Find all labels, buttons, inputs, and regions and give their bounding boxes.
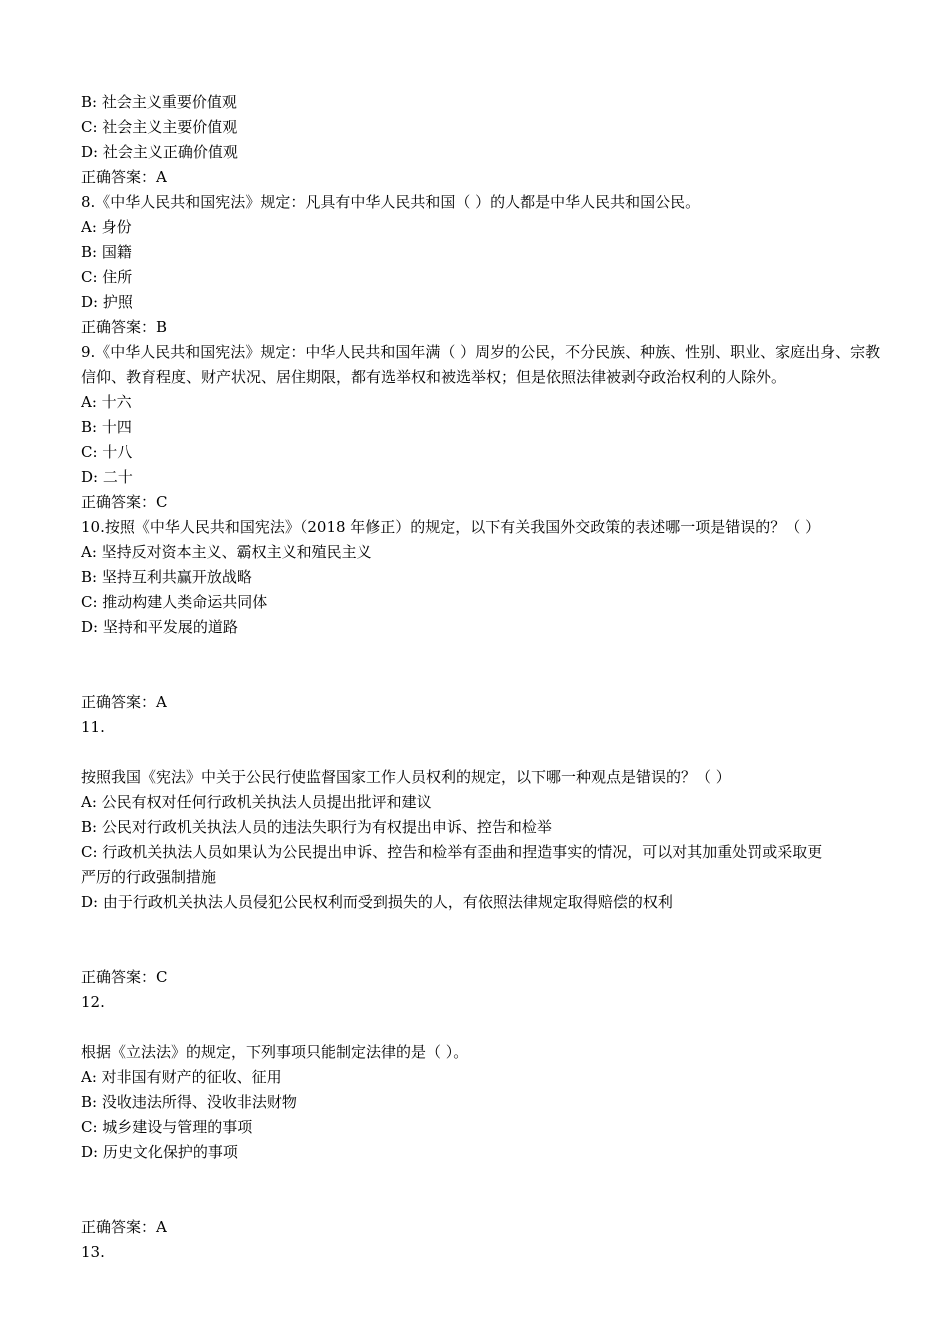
option-a: A: 对非国有财产的征收、征用 bbox=[81, 1068, 282, 1086]
answer-line: 正确答案：A bbox=[81, 1218, 167, 1236]
option-b: B: 十四 bbox=[81, 418, 132, 436]
option-c-line1: C: 行政机关执法人员如果认为公民提出申诉、控告和检举有歪曲和捏造事实的情况，可以对其加重处罚或采取更 bbox=[81, 843, 823, 861]
option-d: D: 护照 bbox=[81, 293, 133, 311]
question-9-line2: 信仰、教育程度、财产状况、居住期限，都有选举权和被选举权；但是依照法律被剥夺政治权利的人除外。 bbox=[81, 368, 787, 386]
option-b: B: 公民对行政机关执法人员的违法失职行为有权提出申诉、控告和检举 bbox=[81, 818, 552, 836]
question-number: 11. bbox=[81, 718, 105, 736]
answer-line: 正确答案：A bbox=[81, 693, 167, 711]
question-number: 13. bbox=[81, 1243, 105, 1261]
option-b: B: 国籍 bbox=[81, 243, 132, 261]
spacer bbox=[81, 1015, 911, 1040]
option-c: C: 城乡建设与管理的事项 bbox=[81, 1118, 253, 1136]
spacer bbox=[81, 640, 911, 690]
option-d: D: 二十 bbox=[81, 468, 133, 486]
question-number: 12. bbox=[81, 993, 105, 1011]
option-c: C: 推动构建人类命运共同体 bbox=[81, 593, 268, 611]
option-a: A: 身份 bbox=[81, 218, 132, 236]
option-a: A: 公民有权对任何行政机关执法人员提出批评和建议 bbox=[81, 793, 432, 811]
option-b: B: 社会主义重要价值观 bbox=[81, 93, 237, 111]
option-a: A: 坚持反对资本主义、霸权主义和殖民主义 bbox=[81, 543, 372, 561]
option-c: C: 十八 bbox=[81, 443, 133, 461]
option-d: D: 社会主义正确价值观 bbox=[81, 143, 238, 161]
question-12: 根据《立法法》的规定，下列事项只能制定法律的是（ ）。 bbox=[81, 1043, 469, 1061]
question-11: 按照我国《宪法》中关于公民行使监督国家工作人员权利的规定，以下哪一种观点是错误的？（ ） bbox=[81, 768, 731, 786]
question-9-line1: 9.《中华人民共和国宪法》规定：中华人民共和国年满（ ）周岁的公民，不分民族、种族、性别、职业、家庭出身、宗教 bbox=[81, 343, 881, 361]
spacer bbox=[81, 915, 911, 965]
option-d: D: 由于行政机关执法人员侵犯公民权利而受到损失的人，有依照法律规定取得赔偿的权利 bbox=[81, 893, 673, 911]
answer-line: 正确答案：C bbox=[81, 968, 168, 986]
option-b: B: 没收违法所得、没收非法财物 bbox=[81, 1093, 297, 1111]
answer-line: 正确答案：B bbox=[81, 318, 168, 336]
document-page bbox=[81, 90, 911, 1265]
option-a: A: 十六 bbox=[81, 393, 132, 411]
answer-line: 正确答案：C bbox=[81, 493, 168, 511]
answer-line: 正确答案：A bbox=[81, 168, 167, 186]
spacer bbox=[81, 740, 911, 765]
option-d: D: 历史文化保护的事项 bbox=[81, 1143, 238, 1161]
question-10: 10.按照《中华人民共和国宪法》（2018 年修正）的规定，以下有关我国外交政策的表述哪一项是错误的？（ ） bbox=[81, 518, 821, 536]
question-8: 8.《中华人民共和国宪法》规定：凡具有中华人民共和国（ ）的人都是中华人民共和国公民。 bbox=[81, 193, 701, 211]
spacer bbox=[81, 1165, 911, 1215]
option-c-line2: 严厉的行政强制措施 bbox=[81, 868, 217, 886]
option-c: C: 住所 bbox=[81, 268, 133, 286]
option-c: C: 社会主义主要价值观 bbox=[81, 118, 238, 136]
option-d: D: 坚持和平发展的道路 bbox=[81, 618, 238, 636]
option-b: B: 坚持互利共赢开放战略 bbox=[81, 568, 252, 586]
